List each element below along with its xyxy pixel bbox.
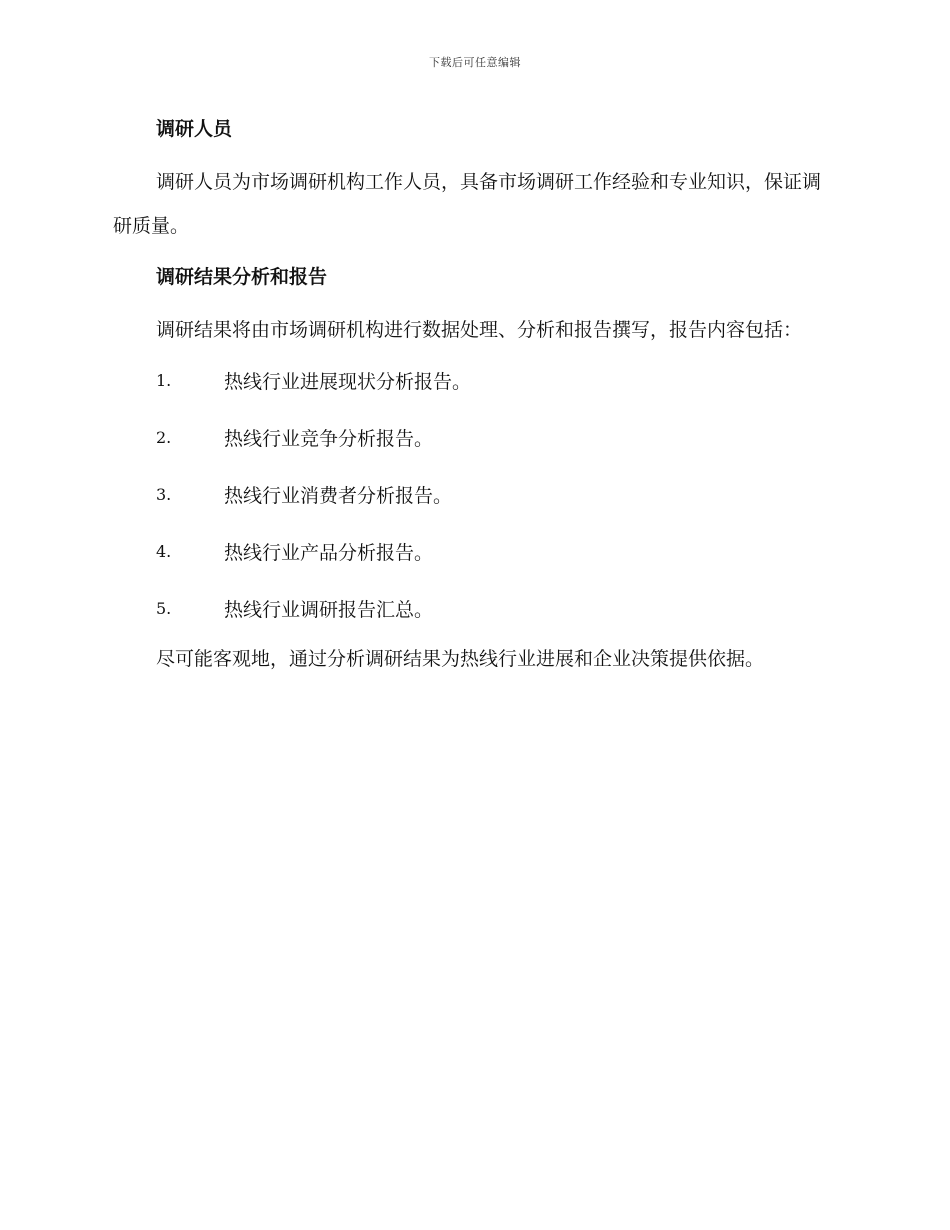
list-item: [113, 409, 837, 466]
section-heading-analysis: 调研结果分析和报告: [156, 266, 328, 288]
section-heading-researchers: 调研人员: [156, 118, 233, 140]
paragraph-researchers: 调研人员为市场调研机构工作人员，具备市场调研工作经验和专业知识，保证调研质量。: [113, 171, 822, 237]
list-item-number: 3.: [156, 485, 172, 504]
list-item: [113, 352, 837, 409]
list-item-number: 4.: [156, 542, 172, 561]
list-item-text: 热线行业竞争分析报告。: [224, 428, 434, 450]
list-item-text: 热线行业调研报告汇总。: [224, 599, 434, 621]
list-item: [113, 580, 837, 637]
list-item-text: 热线行业消费者分析报告。: [224, 485, 453, 507]
list-item: [113, 466, 837, 523]
paragraph-analysis: 调研结果将由市场调研机构进行数据处理、分析和报告撰写，报告内容包括：: [156, 319, 803, 341]
paragraph-closing: 尽可能客观地，通过分析调研结果为热线行业进展和企业决策提供依据。: [156, 648, 765, 670]
header-note: 下载后可任意编辑: [429, 56, 521, 69]
list-item-number: 1.: [156, 371, 172, 390]
report-list: [113, 352, 837, 637]
list-item-number: 2.: [156, 428, 172, 447]
list-item-text: 热线行业产品分析报告。: [224, 542, 434, 564]
list-item: [113, 523, 837, 580]
list-item-text: 热线行业进展现状分析报告。: [224, 371, 472, 393]
document-body: [113, 112, 837, 681]
list-item-number: 5.: [156, 599, 172, 618]
